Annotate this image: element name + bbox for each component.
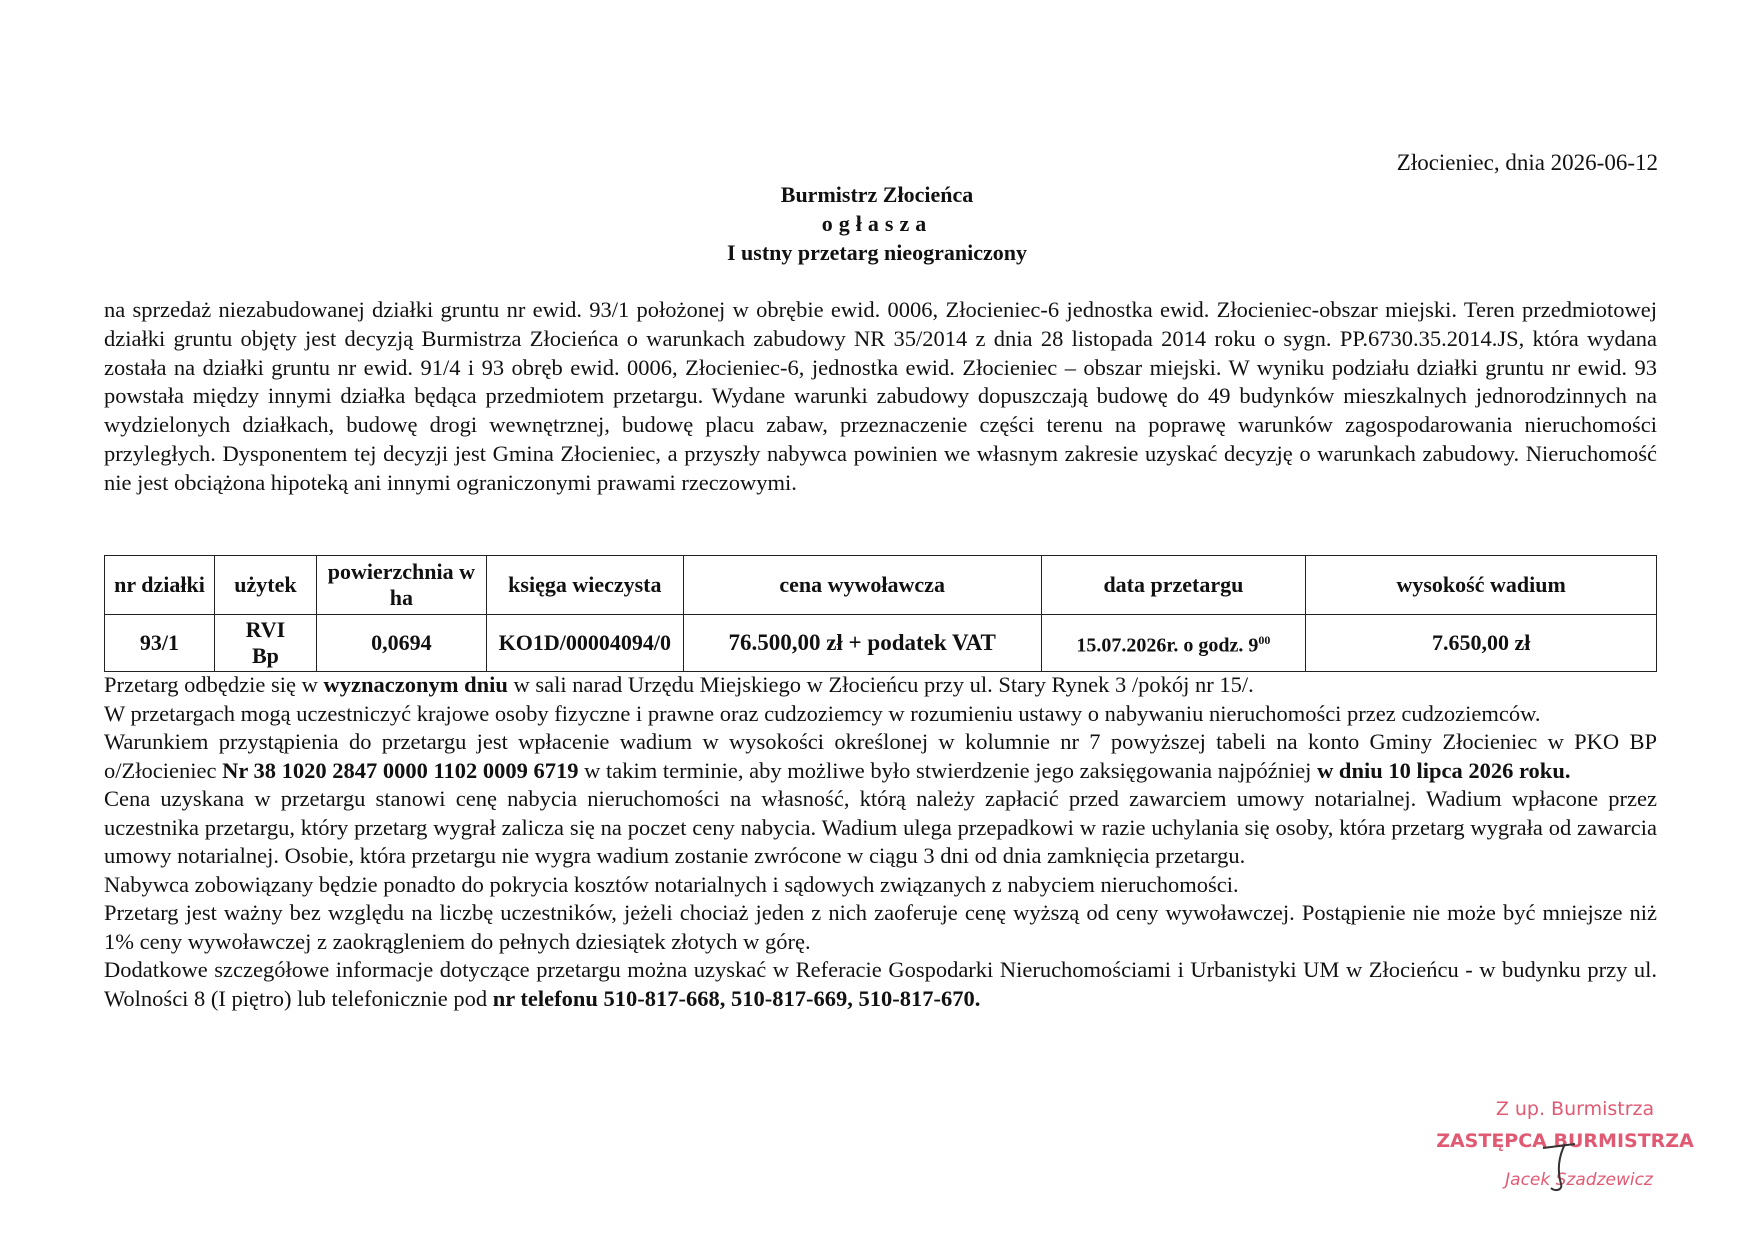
text-span: Dodatkowe szczegółowe informacje dotyczące przetargu można uzyskać w Referacie Gospodarki Nieruchomościami i Urbanistyki UM w Złocieńcu - w budynku przy ul. Wolności 8 (I piętro) lub telefonicznie pod (104, 957, 1657, 1011)
phone-numbers: nr telefonu 510-817-668, 510-817-669, 510-817-670. (492, 985, 981, 1011)
cell-land-register: KO1D/00004094/0 (486, 615, 683, 672)
text-span: Przetarg odbędzie się w (104, 672, 324, 697)
text-span: Warunkiem przystąpienia do przetargu jest wpłacenie wadium w wysokości określonej w kolumnie nr 7 powyższej tabeli na konto Gminy Złocieniec w PKO BP o/Złocieniec (104, 729, 1657, 783)
stamp-line-2: ZASTĘPCA BURMISTRZA (1436, 1130, 1694, 1152)
header-area: powierzchnia w ha (316, 556, 486, 615)
plot-table (104, 555, 1657, 672)
issuer-title: Burmistrz Złocieńca (780, 182, 974, 207)
header-use: użytek (214, 556, 316, 615)
table-header-row (105, 556, 1657, 615)
paragraph-costs: Nabywca zobowiązany będzie ponadto do pokrycia kosztów notarialnych i sądowych związanych z nabyciem nieruchomości. (104, 871, 1239, 897)
cell-use-line2: Bp (251, 643, 279, 668)
cell-deposit: 7.650,00 zł (1306, 615, 1657, 672)
auction-title: I ustny przetarg nieograniczony (726, 240, 1028, 265)
bank-account-number: Nr 38 1020 2847 0000 1102 0009 6719 (222, 757, 579, 783)
stamp-line-3: Jacek Szadzewicz (1505, 1170, 1653, 1190)
auction-date-text: 15.07.2026r. o godz. 9 (1076, 634, 1259, 657)
handwritten-signature (1535, 1136, 1595, 1206)
cell-use-line1: RVI (245, 617, 286, 642)
header-price: cena wywoławcza (683, 556, 1041, 615)
header-land-register: księga wieczysta (486, 556, 683, 615)
cell-plot-no: 93/1 (105, 615, 215, 672)
document-date: Złocieniec, dnia 2026-06-12 (1396, 150, 1658, 175)
cell-auction-date (1041, 615, 1306, 672)
document-heading (0, 180, 1754, 267)
table-row (105, 615, 1657, 672)
paragraph-validity: Przetarg jest ważny bez względu na liczbę uczestników, jeżeli chociaż jeden z nich zaoferuje cenę wyższą od ceny wywoławczej. Postąpienie nie może być mniejsze niż 1% ceny wywoławczej z zaokrągleniem do pełnych dziesiątek złotych w górę. (104, 900, 1657, 954)
paragraph-participants: W przetargach mogą uczestniczyć krajowe osoby fizyczne i prawne oraz cudzoziemcy w rozumieniu ustawy o nabywaniu nieruchomości przez cudzoziemców. (104, 700, 1541, 726)
bold-span: wyznaczonym dniu (323, 672, 508, 697)
paragraph-location (104, 671, 1657, 700)
cell-area: 0,0694 (316, 615, 486, 672)
header-deposit: wysokość wadium (1306, 556, 1657, 615)
cell-use (214, 615, 316, 672)
cell-price: 76.500,00 zł + podatek VAT (683, 615, 1041, 672)
paragraph-contact (104, 956, 1657, 1013)
deposit-deadline: w dniu 10 lipca 2026 roku. (1317, 757, 1571, 783)
stamp-line-1: Z up. Burmistrza (1495, 1098, 1655, 1120)
paragraph-price: Cena uzyskana w przetargu stanowi cenę nabycia nieruchomości na własność, którą należy zapłacić przed zawarciem umowy notarialnej. Wadium wpłacone przez uczestnika przetargu, który przetarg wygrał zalicza się na poczet ceny nabycia. Wadium ulega przepadkowi w razie uchylania się osoby, która przetarg wygrała od zawarcia umowy notarialnej. Osobie, która przetargu nie wygra wadium zostanie zwrócone w ciągu 3 dni od dnia zamknięcia przetargu. (104, 786, 1657, 868)
conditions-text (104, 671, 1657, 1013)
auction-time-minutes: 00 (1258, 633, 1271, 648)
paragraph-deposit (104, 728, 1657, 785)
announces-word: ogłasza (821, 211, 933, 236)
intro-paragraph: na sprzedaż niezabudowanej działki gruntu nr ewid. 93/1 położonej w obrębie ewid. 0006, Złocieniec-6 jednostka ewid. Złocieniec-obszar miejski. Teren przedmiotowej działki gruntu objęty jest decyzją Burmistrza Złocieńca o warunkach zabudowy NR 35/2014 z dnia 28 listopada 2014 roku o sygn. PP.6730.35.2014.JS, która wydana została na działki gruntu nr ewid. 91/4 i 93 obręb ewid. 0006, Złocieniec-6, jednostka ewid. Złocieniec – obszar miejski. W wyniku podziału działki gruntu nr ewid. 93 powstała między innymi działka będąca przedmiotem przetargu. Wydane warunki zabudowy dopuszczają budowę do 49 budynków mieszkalnych jednorodzinnych na wydzielonych działkach, budowę drogi wewnętrznej, budowę placu zabaw, przeznaczenie części terenu na poprawę warunków zagospodarowania nieruchomości przyległych. Dysponentem tej decyzji jest Gmina Złocieniec, a przyszły nabywca powinien we własnym zakresie uzyskać decyzję o warunkach zabudowy. Nieruchomość nie jest obciążona hipoteką ani innymi ograniczonymi prawami rzeczowymi. (104, 297, 1657, 495)
text-span: w takim terminie, aby możliwe było stwierdzenie jego zaksięgowania najpóźniej (578, 757, 1318, 783)
header-auction-date: data przetargu (1041, 556, 1306, 615)
header-plot-no: nr działki (105, 556, 215, 615)
text-span: w sali narad Urzędu Miejskiego w Złocieńcu przy ul. Stary Rynek 3 /pokój nr 15/. (507, 672, 1254, 697)
